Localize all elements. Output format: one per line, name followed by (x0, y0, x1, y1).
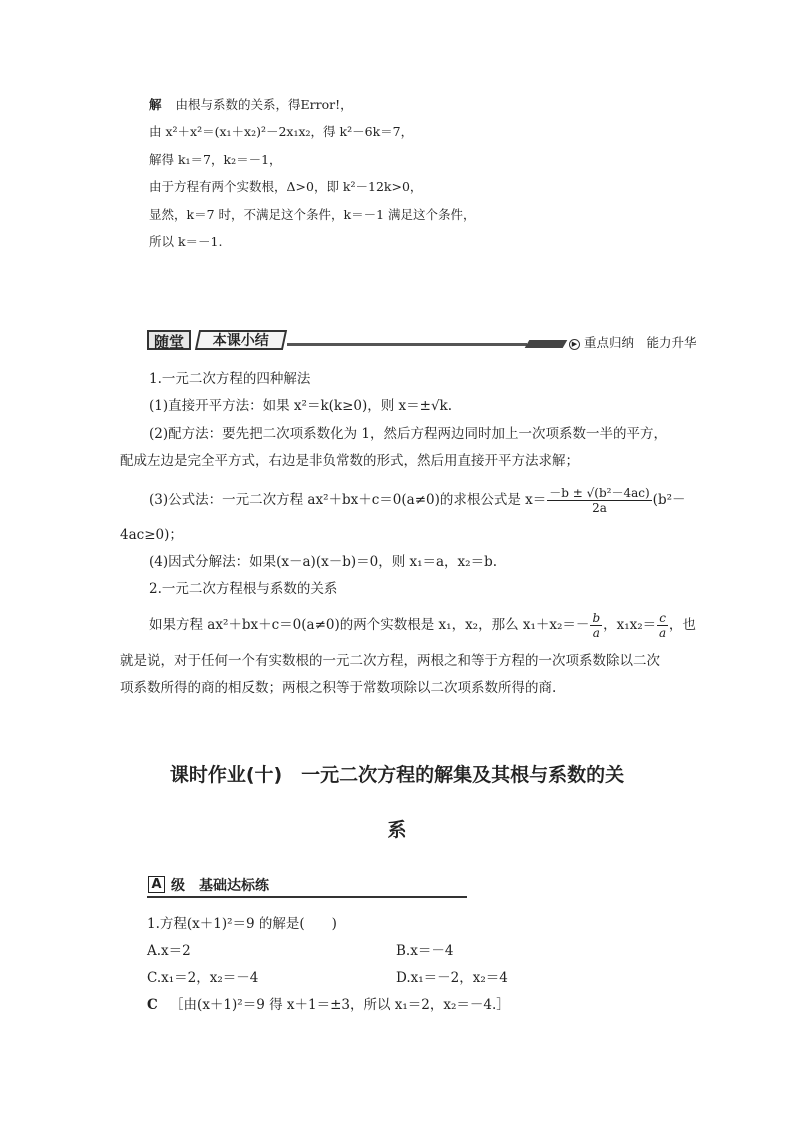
summary-method-3a (149, 485, 686, 515)
summary-method-2a: (2)配方法：要先把二次项系数化为 1，然后方程两边同时加上一次项系数一半的平方， (149, 426, 668, 442)
question-1: 1.方程(x＋1)²＝9 的解是( ) (147, 916, 337, 932)
homework-title-line-1: 课时作业(十) 一元二次方程的解集及其根与系数的关 (169, 764, 625, 786)
formula-numerator: －b ± √(b²－4ac) (549, 486, 650, 500)
summary-relation-line-3: 项系数所得的商的相反数；两根之积等于常数项除以二次项系数所得的商. (120, 680, 557, 696)
play-circle-icon: ▶ (569, 339, 580, 350)
option-d: D.x₁＝－2，x₂＝4 (396, 970, 508, 986)
fraction-c-num: c (659, 611, 666, 625)
quadratic-formula-fraction (547, 486, 651, 515)
solution-line-5: 显然，k＝7 时，不满足这个条件，k＝－1 满足这个条件， (149, 207, 476, 222)
level-bar (147, 874, 467, 898)
fraction-b-over-a (590, 611, 602, 640)
banner-tag-summary-text: 本课小结 (212, 333, 269, 349)
formula-lead: (3)公式法：一元二次方程 ax²＋bx＋c＝0(a≠0)的求根公式是 x＝ (149, 492, 547, 508)
summary-heading-1: 1.一元二次方程的四种解法 (149, 371, 311, 387)
answer-letter: C (147, 997, 158, 1013)
level-letter-box: A (148, 876, 165, 893)
fraction-c-over-a (657, 611, 668, 640)
solution-line-1 (149, 96, 353, 114)
solution-label: 解 (149, 97, 162, 112)
solution-text-1: 由根与系数的关系，得Error!， (175, 97, 353, 112)
banner-wedge (525, 340, 568, 348)
section-banner (147, 330, 707, 352)
fraction-c-den: a (658, 626, 667, 640)
banner-tag-summary (195, 330, 287, 350)
formula-tail: (b²－ (652, 492, 686, 508)
solution-line-2: 由 x²＋x²＝(x₁＋x₂)²－2x₁x₂，得 k²－6k＝7， (149, 124, 414, 139)
answer-line (147, 996, 510, 1014)
summary-method-4: (4)因式分解法：如果(x－a)(x－b)＝0，则 x₁＝a，x₂＝b. (149, 554, 498, 570)
solution-line-6: 所以 k＝－1. (149, 234, 223, 249)
formula-denominator: 2a (592, 501, 607, 515)
solution-line-3: 解得 k₁＝7，k₂＝－1， (149, 152, 282, 167)
relation-lead: 如果方程 ax²＋bx＋c＝0(a≠0)的两个实数根是 x₁，x₂，那么 x₁＋x₂＝－ (149, 617, 590, 633)
summary-method-1: (1)直接开平方法：如果 x²＝k(k≥0)，则 x＝±√k. (149, 398, 453, 414)
fraction-b-den: a (592, 626, 600, 640)
banner-tag-suitang: 随堂 (147, 330, 191, 350)
banner-subtitle (569, 333, 697, 351)
relation-tail: ，也 (668, 617, 696, 633)
fraction-b-num: b (592, 611, 601, 625)
banner-subtitle-text: 重点归纳 能力升华 (584, 335, 697, 350)
answer-explanation: ［由(x＋1)²＝9 得 x＋1＝±3，所以 x₁＝2，x₂＝－4.］ (170, 997, 510, 1013)
summary-heading-2: 2.一元二次方程根与系数的关系 (149, 581, 338, 597)
solution-line-4: 由于方程有两个实数根，Δ>0，即 k²－12k>0， (149, 179, 423, 194)
summary-method-2b: 配成左边是完全平方式，右边是非负常数的形式，然后用直接开平方法求解； (120, 453, 579, 469)
banner-rule (287, 343, 527, 346)
option-b: B.x＝－4 (396, 943, 454, 959)
level-text: 级 基础达标练 (171, 878, 269, 894)
relation-mid: ，x₁x₂＝ (603, 617, 657, 633)
option-c: C.x₁＝2，x₂＝－4 (147, 970, 259, 986)
summary-relation-line-2: 就是说，对于任何一个有实数根的一元二次方程，两根之和等于方程的一次项系数除以二次 (120, 653, 660, 669)
homework-title-line-2: 系 (387, 819, 407, 841)
option-a: A.x＝2 (147, 943, 191, 959)
summary-relation-line-1 (149, 610, 696, 640)
summary-method-3b: 4ac≥0)； (120, 527, 183, 543)
